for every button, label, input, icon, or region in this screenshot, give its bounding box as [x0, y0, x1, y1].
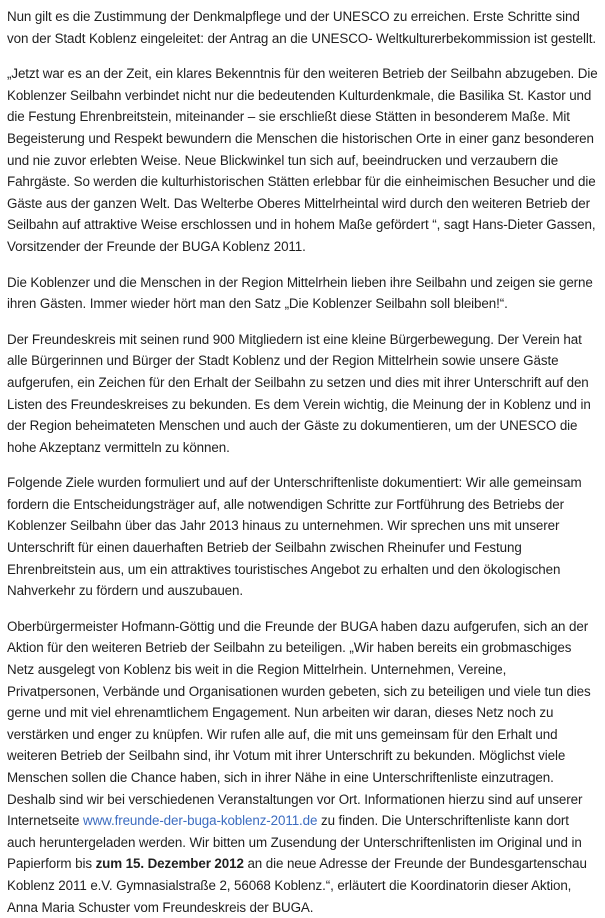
cta-text-part3: an die neue Adresse der Freunde der Bundesgartenschau Koblenz 2011 e.V. Gymnasialstraße 2, 56068 Koblenz.“, erläutert die Koordinatorin dieser Aktion, Anna Maria Schuster vom Freundeskreis der BUGA. — [7, 856, 587, 915]
paragraph-unesco-approval: Nun gilt es die Zustimmung der Denkmalpflege und der UNESCO zu erreichen. Erste Schritte sind von der Stadt Koblenz eingeleitet: der Antrag an die UNESCO- Weltkulturerbekommission ist gestellt. — [7, 9, 597, 46]
paragraph-freundeskreis: Der Freundeskreis mit seinen rund 900 Mitgliedern ist eine kleine Bürgerbewegung. Der Verein hat alle Bürgerinnen und Bürger der Stadt Koblenz und der Region Mittelrhein sowie unsere Gäste aufgerufen, ein Zeichen für den Erhalt der Seilbahn zu setzen und dies mit ihrer Unterschrift auf den Listen des Freundeskreises zu bekunden. Es dem Verein wichtig, die Meinung der in Koblenz und in der Region beheimateten Menschen und auch der Gäste zu dokumentieren, um der UNESCO die hohe Akzeptanz vermitteln zu können. — [7, 331, 591, 455]
website-link[interactable]: www.freunde-der-buga-koblenz-2011.de — [83, 813, 318, 829]
paragraph-gassen-quote: „Jetzt war es an der Zeit, ein klares Bekenntnis für den weiteren Betrieb der Seilbahn abzugeben. Die Koblenzer Seilbahn verbindet nicht nur die bedeutenden Kulturdenkmale, die Basilika St. Kastor und die Festung Ehrenbreitstein, miteinander – sie erschließt diese Stätten in besonderem Maße. Mit Begeisterung und Respekt bewundern die Menschen die historischen Orte in einer ganz besonderen und nie zuvor erlebten Weise. Neue Blickwinkel tun sich auf, beeindrucken und verzaubern die Fahrgäste. So werden die kulturhistorischen Stätten erlebbar für die einheimischen Besucher und die Gäste aus der ganzen Welt. Das Welterbe Oberes Mittelrheintal wird durch den weiteren Betrieb der Seilbahn auf attraktive Weise erschlossen und in hohem Maße gefördert “, sagt Hans-Dieter Gassen, Vorsitzender der Freunde der BUGA Koblenz 2011. — [7, 66, 598, 254]
cta-text-part1: Oberbürgermeister Hofmann-Göttig und die Freunde der BUGA haben dazu aufgerufen, sich an der Aktion für den weiteren Betrieb der Seilbahn zu beteiligen. „Wir haben bereits ein grobmaschiges Netz ausgelegt von Koblenz bis weit in die Region Mittelrhein. Unternehmen, Vereine, Privatpersonen, Verbände und Organisationen wurden gebeten, sich zu beteiligen und viele tun dies gerne und mit viel ehrenamtlichem Engagement. Nun arbeiten wir daran, dieses Netz noch zu verstärken und enger zu knüpfen. Wir rufen alle auf, die mit uns gemeinsam für den Erhalt und weiteren Betrieb der Seilbahn sind, ihr Votum mit ihrer Unterschrift zu bekunden. Möglichst viele Menschen sollen die Chance haben, sich in ihrer Nähe in eine Unterschriftenliste einzutragen. Deshalb sind wir bei verschiedenen Veranstaltungen vor Ort. Informationen hierzu sind auf unserer Internetseite — [7, 618, 591, 829]
paragraph-goals: Folgende Ziele wurden formuliert und auf der Unterschriftenliste dokumentiert: Wir alle gemeinsam fordern die Entscheidungsträger auf, alle notwendigen Schritte zur Fortführung des Betriebs der Koblenzer Seilbahn über das Jahr 2013 hinaus zu unternehmen. Wir sprechen uns mit unserer Unterschrift für einen dauerhaften Betrieb der Seilbahn zwischen Rheinufer und Festung Ehrenbreitstein aus, um ein attraktives touristisches Angebot zu erhalten und den ökologischen Nahverkehr zu fördern und auszubauen. — [7, 475, 582, 599]
paragraph-call-to-action — [7, 616, 599, 918]
paragraph-koblenzer-love: Die Koblenzer und die Menschen in der Region Mittelrhein lieben ihre Seilbahn und zeigen sie gerne ihren Gästen. Immer wieder hört man den Satz „Die Koblenzer Seilbahn soll bleiben!“. — [7, 274, 593, 312]
cta-text-part2: zu finden. Die Unterschriftenliste kann dort auch heruntergeladen werden. Wir bitten um Zusendung der Unterschriftenlisten im Original und in Papierform bis — [7, 813, 582, 872]
deadline-date: zum 15. Dezember 2012 — [95, 856, 244, 872]
